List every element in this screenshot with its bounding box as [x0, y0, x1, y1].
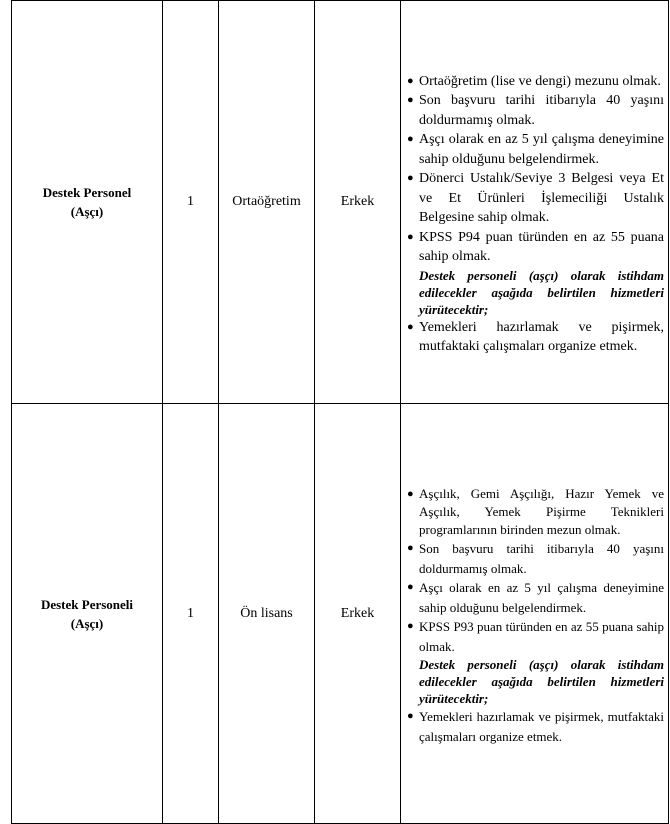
list-item: ● Aşçı olarak en az 5 yıl çalışma deneyimine sahip olduğunu belgelendirmek. — [407, 578, 664, 617]
table-row — [12, 1, 669, 404]
bullet-icon: ● — [407, 230, 414, 243]
position-count: 1 — [163, 404, 219, 824]
list-item: ● Dönerci Ustalık/Seviye 3 Belgesi veya Et ve Et Ürünleri İşlemeciliği Ustalık Belgesine sahip olmak. — [407, 169, 664, 228]
list-item: ● Son başvuru tarihi itibarıyla 40 yaşını doldurmamış olmak. — [407, 91, 664, 130]
position-title-cell — [12, 1, 163, 404]
bullet-icon: ● — [407, 620, 414, 632]
bullet-icon: ● — [407, 542, 414, 554]
position-title: Destek Personeli — [40, 596, 134, 612]
position-subtitle: (Aşçı) — [70, 204, 104, 219]
bullet-icon: ● — [407, 172, 414, 184]
bullet-icon: ● — [407, 581, 414, 593]
job-listing-table — [11, 0, 669, 824]
bullet-icon: ● — [407, 710, 414, 722]
education-level: Ortaöğretim — [219, 1, 315, 404]
list-item: ● Son başvuru tarihi itibarıyla 40 yaşını doldurmamış olmak. — [407, 539, 664, 578]
position-title-cell — [12, 404, 163, 824]
requirements-cell — [401, 404, 669, 824]
bullet-icon: ● — [407, 488, 414, 500]
table-row — [12, 404, 669, 824]
education-level: Ön lisans — [219, 404, 315, 824]
requirements-cell — [401, 1, 669, 404]
gender: Erkek — [315, 404, 401, 824]
list-item: ● Aşçılık, Gemi Aşçılığı, Hazır Yemek ve Aşçılık, Yemek Pişirme Teknikleri programlarının birinden mezun olmak. — [407, 486, 664, 537]
list-item: ● Aşçı olarak en az 5 yıl çalışma deneyimine sahip olduğunu belgelendirmek. — [407, 130, 664, 169]
list-item: ● Yemekleri hazırlamak ve pişirmek, mutfaktaki çalışmaları organize etmek. — [407, 707, 664, 746]
duties-note: Destek personeli (aşçı) olarak istihdam edilecekler aşağıda belirtilen hizmetleri yürütecektir; — [419, 657, 664, 706]
list-item: ● Yemekleri hazırlamak ve pişirmek, mutfaktaki çalışmaları organize etmek. — [407, 318, 664, 357]
duties-note: Destek personeli (aşçı) olarak istihdam edilecekler aşağıda belirtilen hizmetleri yürütecektir; — [419, 267, 664, 317]
bullet-icon: ● — [407, 74, 414, 87]
gender: Erkek — [315, 1, 401, 404]
bullet-icon: ● — [407, 320, 414, 333]
list-item: ● KPSS P94 puan türünden en az 55 puana sahip olmak. — [407, 228, 664, 267]
list-item: ● Ortaöğretim (lise ve dengi) mezunu olmak. — [407, 72, 664, 92]
bullet-icon: ● — [407, 133, 414, 145]
list-item: ● KPSS P93 puan türünden en az 55 puana sahip olmak. — [407, 617, 664, 656]
position-count: 1 — [163, 1, 219, 404]
position-subtitle: (Aşçı) — [70, 615, 104, 631]
bullet-icon: ● — [407, 94, 414, 106]
position-title: Destek Personel — [42, 185, 132, 200]
